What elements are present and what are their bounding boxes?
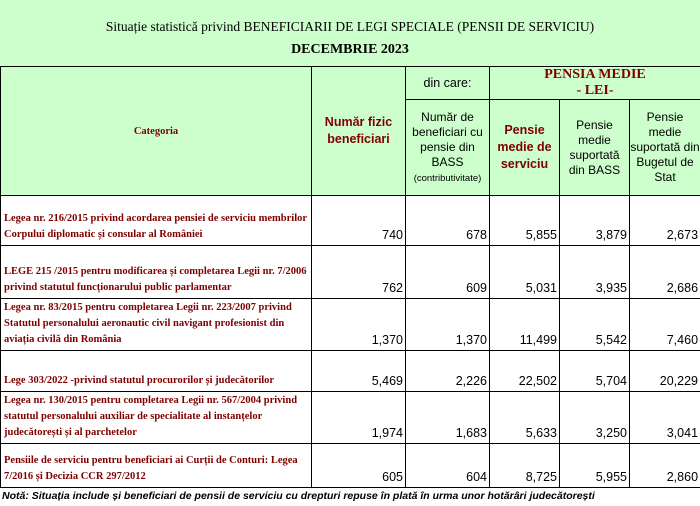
- row-medie: 5,031: [490, 246, 560, 299]
- header-bass-count-main: Număr de beneficiari cu pensie din BASS: [412, 109, 483, 169]
- header-pensia-medie-unit: - LEI-: [576, 83, 614, 98]
- table-row: [1, 299, 700, 351]
- row-beneficiari: 1,974: [312, 392, 406, 444]
- row-category: LEGE 215 /2015 pentru modificarea și completarea Legii nr. 7/2006 privind statutul funcționarului public parlamentar: [1, 246, 312, 299]
- row-medie: 5,855: [490, 196, 560, 246]
- table-row: [1, 246, 700, 299]
- header-pensie-bass: Pensie medie suportată din BASS: [560, 100, 630, 196]
- table-row: [1, 444, 700, 488]
- header-din-care: din care:: [406, 67, 490, 100]
- row-beneficiari: 5,469: [312, 351, 406, 392]
- row-category: Lege 303/2022 -privind statutul procurorilor și judecătorilor: [1, 351, 312, 392]
- header-pensie-serviciu: Pensie medie de serviciu: [490, 100, 560, 196]
- row-medie: 22,502: [490, 351, 560, 392]
- beneficiaries-table: [0, 66, 700, 488]
- header-pensia-medie: [490, 67, 700, 100]
- row-medie-buget: 3,041: [630, 392, 700, 444]
- row-beneficiari: 605: [312, 444, 406, 488]
- header-bass-count: [406, 100, 490, 196]
- row-medie-bass: 3,935: [560, 246, 630, 299]
- row-beneficiari: 762: [312, 246, 406, 299]
- row-category: Legea nr. 216/2015 privind acordarea pensiei de serviciu membrilor Corpului diplomatic și consular al României: [1, 196, 312, 246]
- row-bass: 2,226: [406, 351, 490, 392]
- row-beneficiari: 1,370: [312, 299, 406, 351]
- row-medie-bass: 5,955: [560, 444, 630, 488]
- header-pensie-buget: Pensie medie suportată din Bugetul de Stat: [630, 100, 700, 196]
- row-bass: 604: [406, 444, 490, 488]
- report-title: Situație statistică privind BENEFICIARII DE LEGI SPECIALE (PENSII DE SERVICIU): [105, 19, 595, 34]
- row-medie-buget: 20,229: [630, 351, 700, 392]
- table-row: [1, 196, 700, 246]
- row-category: Pensiile de serviciu pentru beneficiari ai Curții de Conturi: Legea 7/2016 și Decizia CCR 297/2012: [1, 444, 312, 488]
- row-medie: 8,725: [490, 444, 560, 488]
- row-category: Legea nr. 130/2015 pentru completarea Legii nr. 567/2004 privind statutul personalului auxiliar de specialitate al instanțelor judecătorești și al parchetelor: [1, 392, 312, 444]
- row-medie-bass: 5,704: [560, 351, 630, 392]
- row-bass: 678: [406, 196, 490, 246]
- row-bass: 609: [406, 246, 490, 299]
- row-medie-buget: 7,460: [630, 299, 700, 351]
- report-period: DECEMBRIE 2023: [291, 42, 409, 57]
- header-pensia-medie-title: PENSIA MEDIE: [544, 67, 646, 82]
- row-medie-buget: 2,686: [630, 246, 700, 299]
- row-bass: 1,370: [406, 299, 490, 351]
- row-bass: 1,683: [406, 392, 490, 444]
- title-banner: [0, 0, 700, 67]
- row-medie: 5,633: [490, 392, 560, 444]
- table-row: [1, 392, 700, 444]
- header-category: Categoria: [1, 67, 312, 196]
- row-medie-buget: 2,673: [630, 196, 700, 246]
- row-beneficiari: 740: [312, 196, 406, 246]
- footnote: Notă: Situația include și beneficiari de pensii de serviciu cu drepturi repuse în plată în urma unor hotărâri judecătorești: [2, 490, 595, 502]
- row-medie-bass: 3,879: [560, 196, 630, 246]
- row-medie-bass: 3,250: [560, 392, 630, 444]
- row-medie-bass: 5,542: [560, 299, 630, 351]
- header-beneficiaries: Număr fizic beneficiari: [312, 67, 406, 196]
- table-row: [1, 351, 700, 392]
- header-bass-count-sub: (contributivitate): [413, 172, 482, 184]
- row-medie: 11,499: [490, 299, 560, 351]
- row-category: Legea nr. 83/2015 pentru completarea Legii nr. 223/2007 privind Statutul personalului aeronautic civil navigant profesionist din aviația civilă din România: [1, 299, 312, 351]
- row-medie-buget: 2,860: [630, 444, 700, 488]
